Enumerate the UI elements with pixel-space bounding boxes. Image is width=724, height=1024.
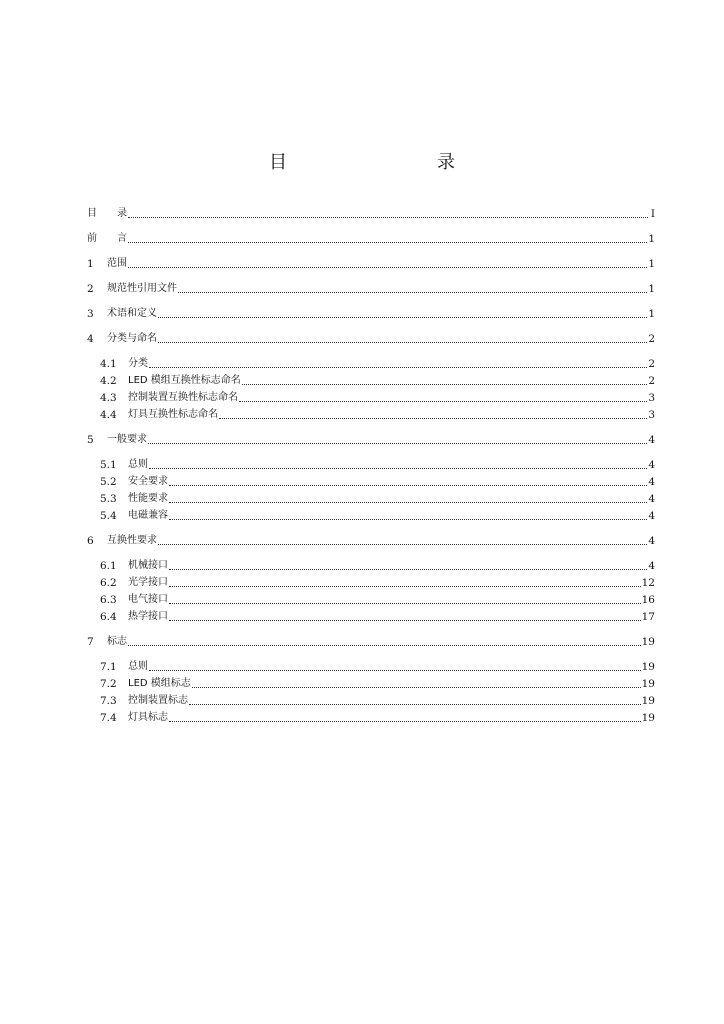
toc-title: 目 录 [269, 152, 493, 173]
toc-entry-page: 4 [648, 476, 655, 488]
toc-entry-page: 19 [641, 695, 655, 707]
toc-entry-label: 目 录 [87, 208, 127, 219]
toc-dot-leader [128, 266, 647, 268]
toc-dot-leader [149, 467, 647, 469]
toc-entry-label: 术语和定义 [107, 308, 157, 319]
toc-dot-leader [169, 568, 647, 570]
toc-dot-leader [128, 241, 647, 243]
toc-entry-number: 4.2 [100, 375, 117, 387]
toc-entry-page: I [650, 208, 655, 220]
toc-entry-label: 控制装置标志 [128, 695, 188, 706]
toc-entry-page: 1 [648, 233, 655, 245]
toc-entry-number: 7.4 [100, 712, 117, 724]
toc-entry-number: 2 [87, 283, 94, 295]
toc-entry-label: 总则 [128, 661, 148, 672]
toc-entry-page: 2 [648, 375, 655, 387]
toc-entry-number: 7.1 [100, 661, 117, 673]
toc-dot-leader [169, 619, 641, 621]
toc-entry-number: 5.1 [100, 459, 117, 471]
toc-entry[interactable] [87, 354, 655, 371]
toc-entry-number: 5 [87, 434, 94, 446]
toc-entry-page: 4 [648, 434, 655, 446]
toc-entry-label: 电磁兼容 [128, 510, 168, 521]
toc-dot-leader [169, 602, 641, 604]
toc-dot-leader [128, 216, 648, 218]
toc-entry-label: 范围 [107, 258, 127, 269]
toc-entry[interactable] [87, 371, 655, 388]
toc-entry-number: 1 [87, 258, 94, 270]
toc-dot-leader [219, 417, 647, 419]
toc-entry-label: 电气接口 [128, 594, 168, 605]
toc-entry[interactable] [87, 691, 655, 708]
toc-dot-leader [242, 383, 648, 385]
toc-entry-label: 光学接口 [128, 577, 168, 588]
toc-entry-label: 前 言 [87, 233, 127, 244]
toc-dot-leader [178, 291, 647, 293]
toc-entry-page: 3 [648, 409, 655, 421]
toc-entry-number: 6.4 [100, 611, 117, 623]
toc-entry[interactable] [87, 329, 655, 346]
toc-entry[interactable] [87, 632, 655, 649]
toc-entry-page: 3 [648, 392, 655, 404]
toc-entry-page: 2 [648, 333, 655, 345]
toc-entry[interactable] [87, 254, 655, 271]
toc-entry-label: LED 模组互换性标志命名 [128, 375, 241, 386]
toc-entry-number: 7 [87, 636, 94, 648]
toc-entry[interactable] [87, 657, 655, 674]
toc-dot-leader [192, 686, 641, 688]
toc-entry[interactable] [87, 405, 655, 422]
toc-entry-page: 1 [648, 283, 655, 295]
toc-entry-number: 7.3 [100, 695, 117, 707]
toc-entry-label: 分类 [128, 358, 148, 369]
toc-entry-number: 3 [87, 308, 94, 320]
toc-entry[interactable] [87, 430, 655, 447]
toc-entry[interactable] [87, 531, 655, 548]
toc-entry-page: 4 [648, 560, 655, 572]
toc-entry-number: 7.2 [100, 678, 117, 690]
toc-entry-number: 5.2 [100, 476, 117, 488]
toc-entry[interactable] [87, 506, 655, 523]
toc-entry[interactable] [87, 204, 655, 221]
toc-entry[interactable] [87, 472, 655, 489]
toc-entry-page: 19 [641, 678, 655, 690]
toc-entry-label: LED 模组标志 [128, 678, 191, 689]
toc-entry-label: 灯具标志 [128, 712, 168, 723]
toc-entry[interactable] [87, 607, 655, 624]
toc-entry-label: 性能要求 [128, 493, 168, 504]
toc-entry-label: 总则 [128, 459, 148, 470]
toc-entry[interactable] [87, 304, 655, 321]
toc-entry-page: 1 [648, 258, 655, 270]
toc-entry-number: 6 [87, 535, 94, 547]
toc-entry[interactable] [87, 708, 655, 725]
toc-dot-leader [169, 501, 647, 503]
toc-entry-label: 分类与命名 [107, 333, 157, 344]
toc-entry[interactable] [87, 279, 655, 296]
toc-dot-leader [189, 703, 641, 705]
toc-dot-leader [149, 669, 641, 671]
toc-entry-number: 5.4 [100, 510, 117, 522]
toc-entry-label: 安全要求 [128, 476, 168, 487]
toc-entry-page: 4 [648, 510, 655, 522]
toc-entry-label: 热学接口 [128, 611, 168, 622]
toc-entry-label: 控制装置互换性标志命名 [128, 392, 238, 403]
toc-dot-leader [158, 316, 647, 318]
toc-entry[interactable] [87, 455, 655, 472]
toc-entry-number: 4.4 [100, 409, 117, 421]
toc-dot-leader [158, 341, 647, 343]
toc-entry-number: 6.3 [100, 594, 117, 606]
toc-entry-label: 灯具互换性标志命名 [128, 409, 218, 420]
toc-entry-page: 19 [641, 661, 655, 673]
toc-entry-number: 4 [87, 333, 94, 345]
toc-entry[interactable] [87, 489, 655, 506]
toc-entry-page: 16 [641, 594, 655, 606]
toc-entry-page: 4 [648, 459, 655, 471]
toc-dot-leader [148, 442, 647, 444]
toc-entry-page: 19 [641, 712, 655, 724]
toc-dot-leader [158, 543, 647, 545]
toc-entry[interactable] [87, 590, 655, 607]
toc-entry-label: 机械接口 [128, 560, 168, 571]
toc-entry[interactable] [87, 229, 655, 246]
toc-entry-page: 12 [641, 577, 655, 589]
toc-entry-number: 6.1 [100, 560, 117, 572]
toc-entry-page: 2 [648, 358, 655, 370]
toc-entry[interactable] [87, 573, 655, 590]
toc-entry-label: 标志 [107, 636, 127, 647]
toc-entry-number: 4.3 [100, 392, 117, 404]
toc-entry-number: 6.2 [100, 577, 117, 589]
toc-entry-page: 4 [648, 535, 655, 547]
toc-dot-leader [169, 518, 647, 520]
toc-dot-leader [169, 720, 641, 722]
toc-entry-number: 5.3 [100, 493, 117, 505]
toc-dot-leader [149, 366, 647, 368]
toc-dot-leader [169, 484, 647, 486]
toc-entry-page: 17 [641, 611, 655, 623]
toc-entry[interactable] [87, 556, 655, 573]
toc-entry-label: 一般要求 [107, 434, 147, 445]
toc-entry-page: 19 [641, 636, 655, 648]
toc-entry-page: 1 [648, 308, 655, 320]
toc-dot-leader [128, 644, 641, 646]
toc-dot-leader [169, 585, 641, 587]
toc-entry-label: 规范性引用文件 [107, 283, 177, 294]
toc-entry-label: 互换性要求 [107, 535, 157, 546]
toc-dot-leader [239, 400, 647, 402]
toc-entry[interactable] [87, 388, 655, 405]
toc-list [87, 204, 655, 725]
toc-entry[interactable] [87, 674, 655, 691]
toc-entry-page: 4 [648, 493, 655, 505]
toc-entry-number: 4.1 [100, 358, 117, 370]
